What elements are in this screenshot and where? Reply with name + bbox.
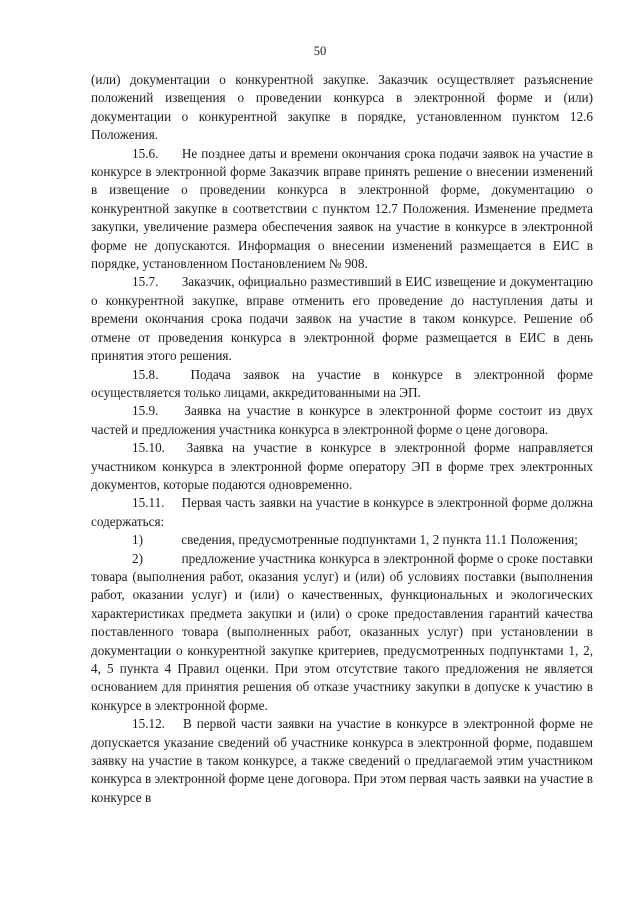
paragraph-number: 15.9. xyxy=(132,403,159,419)
paragraph-text: Первая часть заявки на участие в конкурсе в электронной форме должна содержаться: xyxy=(91,495,593,529)
list-item-1 xyxy=(91,531,593,549)
paragraph-text: Не позднее даты и времени окончания срока подачи заявок на участие в конкурсе в электронной форме Заказчик вправе принять решение о внесении изменений в извещение о проведении конкурса в электронной форме, документацию о конкурентной закупке в соответствии с пунктом 12.7 Положения. Изменение предмета закупки, увеличение размера обеспечения заявок на участие в конкурсе в электронной форме не допускаются. Информация о внесении изменений размещается в ЕИС в порядке, установленном Постановлением № 908. xyxy=(91,145,593,272)
paragraph-text: В первой части заявки на участие в конкурсе в электронной форме не допускается указание сведений об участнике конкурса в электронной форме, подавшем заявку на участие в таком конкурсе, а также сведений о предлагаемой этим участником конкурса в электронной форме цене договора. При этом первая часть заявки на участие в конкурсе в xyxy=(91,716,594,805)
paragraph-number: 15.8. xyxy=(132,366,159,382)
paragraph-15-7 xyxy=(91,273,593,365)
list-item-2 xyxy=(91,550,593,716)
paragraph-15-12 xyxy=(91,715,593,807)
paragraph-15-6 xyxy=(91,145,593,274)
paragraph-number: 15.12. xyxy=(132,716,165,732)
list-item-text: предложение участника конкурса в электронной форме о сроке поставки товара (выполнения работ, оказания услуг) и (или) об условиях поставки (выполнения работ, оказании услуг) и (или) о качественных, функциональных и экологических характеристиках предмета закупки и (или) о сроке предоставления гарантий качества поставленного товара (выполненных работ, оказанных услуг) при установлении в документации о конкурентной закупке критериев, предусмотренных подпунктами 1, 2, 4, 5 пункта 4 Правил оценки. При этом отсутствие такого предложения не является основанием для принятия решения об отказе участнику закупки в допуске к участию в конкурсе в электронной форме. xyxy=(91,550,593,713)
list-item-number: 1) xyxy=(132,532,143,548)
list-item-number: 2) xyxy=(132,550,143,566)
list-item-text: сведения, предусмотренные подпунктами 1, 2 пункта 11.1 Положения; xyxy=(181,532,578,548)
paragraph-text: Подача заявок на участие в конкурсе в электронной форме осуществляется только лицами, аккредитованными на ЭП. xyxy=(91,366,594,400)
paragraph-text: Заявка на участие в конкурсе в электронной форме направляется участником конкурса в электронной форме оператору ЭП в форме трех электронных документов, которые подаются одновременно. xyxy=(91,440,594,492)
paragraph-15-11 xyxy=(91,494,593,531)
paragraph-15-9 xyxy=(91,402,593,439)
paragraph-text: Заказчик, официально разместивший в ЕИС извещение и документацию о конкурентной закупке, вправе отменить его проведение до наступления даты и времени окончания срока подачи заявок на участие в таком конкурсе. Решение об отмене от проведения конкурса в электронной форме размещается в ЕИС в день принятия этого решения. xyxy=(91,274,593,364)
paragraph-number: 15.11. xyxy=(132,495,165,511)
paragraph-15-10 xyxy=(91,439,593,494)
paragraph-number: 15.6. xyxy=(132,145,159,161)
paragraph-continuation xyxy=(91,71,593,145)
paragraph-number: 15.10. xyxy=(132,440,165,456)
document-body xyxy=(91,71,593,807)
paragraph-15-8 xyxy=(91,366,593,403)
paragraph-text: Заявка на участие в конкурсе в электронной форме состоит из двух частей и предложения участника конкурса в электронной форме о цене договора. xyxy=(91,403,593,437)
page-number: 50 xyxy=(313,44,327,58)
paragraph-text: (или) документации о конкурентной закупке. Заказчик осуществляет разъяснение положений извещения о проведении конкурса в электронной форме и (или) документации о конкурентной закупке в порядке, установленном пунктом 12.6 Положения. xyxy=(91,72,593,143)
paragraph-number: 15.7. xyxy=(132,274,159,290)
